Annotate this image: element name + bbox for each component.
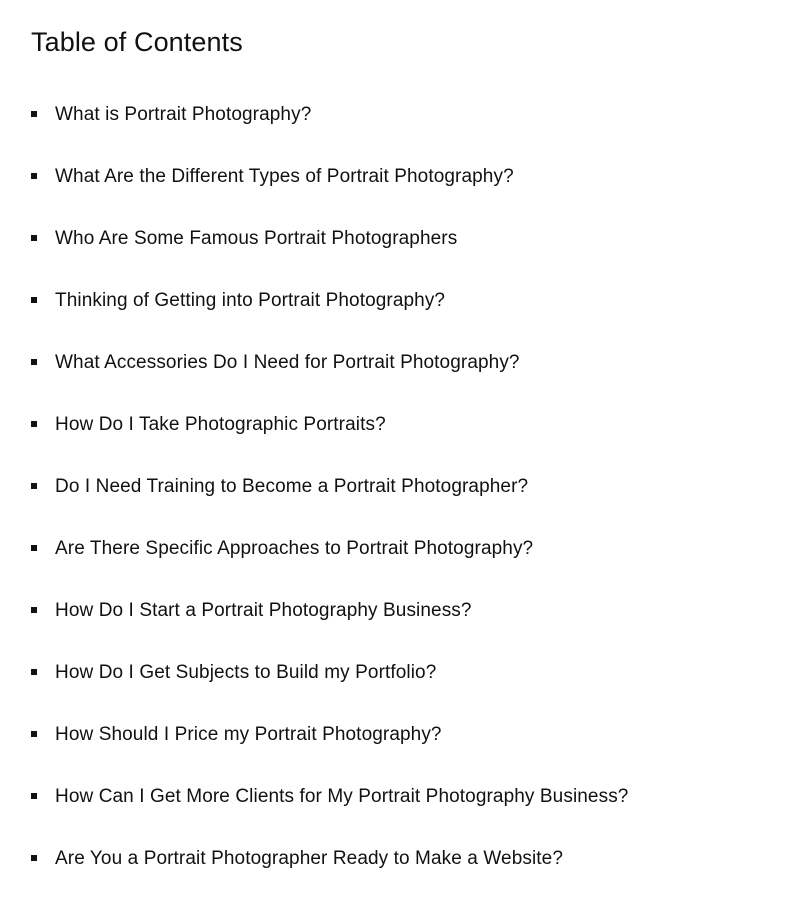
square-bullet-icon (31, 297, 37, 303)
toc-link[interactable]: How Can I Get More Clients for My Portrait Photography Business? (55, 786, 629, 807)
toc-link[interactable]: How Should I Price my Portrait Photography? (55, 724, 442, 745)
square-bullet-icon (31, 421, 37, 427)
toc-item[interactable] (31, 146, 811, 208)
toc-item[interactable] (31, 704, 811, 766)
toc-item[interactable] (31, 208, 811, 270)
toc-link[interactable]: Thinking of Getting into Portrait Photography? (55, 290, 446, 311)
toc-link[interactable]: How Do I Take Photographic Portraits? (55, 414, 386, 435)
toc-item[interactable] (31, 84, 811, 146)
toc-item[interactable] (31, 456, 811, 518)
square-bullet-icon (31, 669, 37, 675)
toc-link[interactable]: What Are the Different Types of Portrait Photography? (55, 166, 514, 187)
toc-link[interactable]: Are You a Portrait Photographer Ready to Make a Website? (55, 848, 563, 869)
toc-link[interactable]: Do I Need Training to Become a Portrait Photographer? (55, 476, 529, 497)
square-bullet-icon (31, 359, 37, 365)
square-bullet-icon (31, 855, 37, 861)
toc-item[interactable] (31, 394, 811, 456)
square-bullet-icon (31, 793, 37, 799)
toc-link[interactable]: Who Are Some Famous Portrait Photographers (55, 228, 458, 249)
toc-title: Table of Contents (31, 27, 243, 57)
toc-item[interactable] (31, 828, 811, 890)
square-bullet-icon (31, 731, 37, 737)
toc-item[interactable] (31, 332, 811, 394)
square-bullet-icon (31, 111, 37, 117)
toc-item[interactable] (31, 642, 811, 704)
square-bullet-icon (31, 607, 37, 613)
toc-list (31, 84, 811, 890)
toc-link[interactable]: What Accessories Do I Need for Portrait Photography? (55, 352, 520, 373)
toc-item[interactable] (31, 766, 811, 828)
toc-item[interactable] (31, 580, 811, 642)
toc-link[interactable]: How Do I Start a Portrait Photography Business? (55, 600, 472, 621)
square-bullet-icon (31, 545, 37, 551)
square-bullet-icon (31, 235, 37, 241)
toc-item[interactable] (31, 270, 811, 332)
square-bullet-icon (31, 483, 37, 489)
toc-link[interactable]: Are There Specific Approaches to Portrait Photography? (55, 538, 534, 559)
toc-link[interactable]: How Do I Get Subjects to Build my Portfolio? (55, 662, 437, 683)
toc-link[interactable]: What is Portrait Photography? (55, 104, 312, 125)
square-bullet-icon (31, 173, 37, 179)
toc-item[interactable] (31, 518, 811, 580)
